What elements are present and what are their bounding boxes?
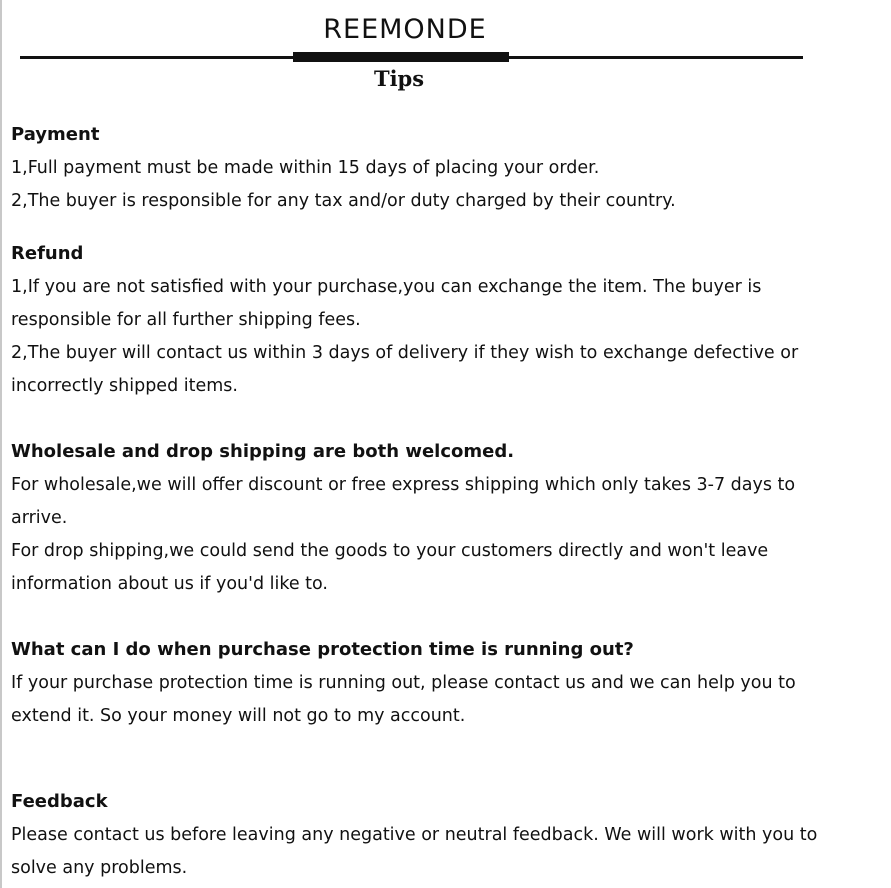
wholesale-line: information about us if you'd like to. — [11, 574, 328, 594]
brand-title: REEMONDE — [323, 14, 487, 45]
page-left-border — [0, 0, 2, 888]
wholesale-line: For drop shipping,we could send the goods to your customers directly and won't leave — [11, 541, 769, 561]
wholesale-heading: Wholesale and drop shipping are both welcomed. — [11, 441, 515, 462]
payment-line: 2,The buyer is responsible for any tax and/or duty charged by their country. — [11, 191, 676, 211]
page-title: Tips — [373, 66, 425, 91]
payment-line: 1,Full payment must be made within 15 days of placing your order. — [11, 158, 600, 178]
refund-line: incorrectly shipped items. — [11, 376, 238, 396]
wholesale-line: arrive. — [11, 508, 68, 528]
refund-heading: Refund — [11, 243, 84, 264]
protection-heading: What can I do when purchase protection time is running out? — [11, 639, 634, 660]
protection-line: If your purchase protection time is running out, please contact us and we can help you to — [11, 673, 796, 693]
protection-line: extend it. So your money will not go to my account. — [11, 706, 466, 726]
refund-line: 1,If you are not satisfied with your purchase,you can exchange the item. The buyer is — [11, 277, 762, 297]
wholesale-line: For wholesale,we will offer discount or free express shipping which only takes 3-7 days to — [11, 475, 796, 495]
refund-line: responsible for all further shipping fees. — [11, 310, 361, 330]
feedback-line: Please contact us before leaving any negative or neutral feedback. We will work with you to — [11, 825, 818, 845]
feedback-heading: Feedback — [11, 791, 108, 812]
payment-heading: Payment — [11, 124, 100, 145]
feedback-line: solve any problems. — [11, 858, 188, 878]
refund-line: 2,The buyer will contact us within 3 days of delivery if they wish to exchange defective or — [11, 343, 799, 363]
header-divider-accent — [293, 52, 509, 62]
